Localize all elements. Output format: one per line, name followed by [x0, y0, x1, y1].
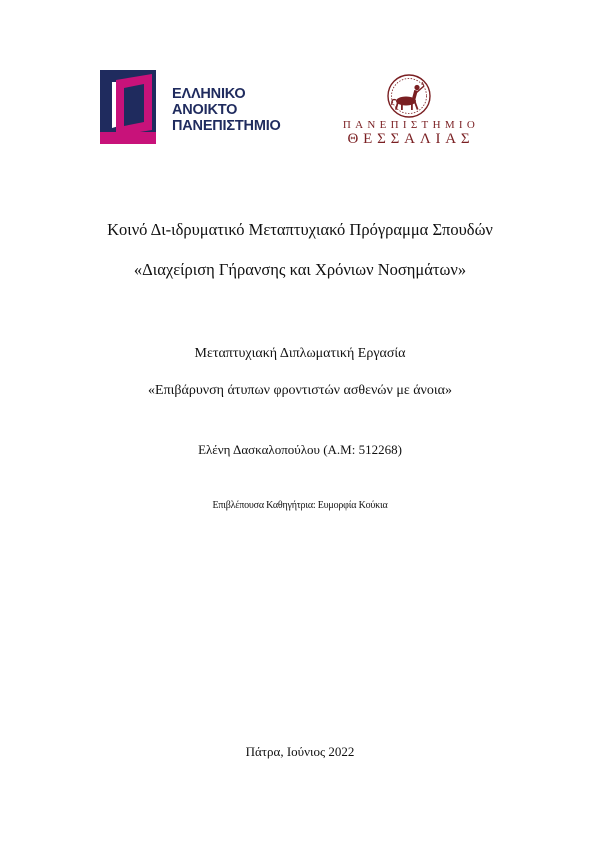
eap-name-line: ΑΝΟΙΚΤΟ: [172, 102, 238, 118]
author: Ελένη Δασκαλοπούλου (Α.Μ: 512268): [198, 442, 402, 457]
uth-name-line2: ΘΕΣΣΑΛΙΑΣ: [347, 131, 475, 147]
eap-name-line: ΕΛΛΗΝΙΚΟ: [172, 86, 246, 102]
eap-logo: [100, 70, 290, 144]
place-date: Πάτρα, Ιούνιος 2022: [245, 744, 355, 759]
program-title: Κοινό Δι-ιδρυματικό Μεταπτυχιακό Πρόγραμμα Σπουδών: [107, 220, 493, 239]
eap-name: [172, 86, 281, 134]
centaur-emblem-icon: [376, 72, 442, 120]
program-name: «Διαχείριση Γήρανσης και Χρόνιων Νοσημάτων»: [133, 260, 467, 279]
thesis-title: «Επιβάρυνση άτυπων φροντιστών ασθενών με άνοια»: [148, 383, 452, 398]
eap-emblem-icon: [100, 70, 162, 144]
eap-name-line: ΠΑΝΕΠΙΣΤΗΜΙΟ: [172, 118, 281, 134]
uth-logo: [318, 72, 504, 148]
thesis-type: Μεταπτυχιακή Διπλωματική Εργασία: [194, 346, 406, 361]
uth-name-line1: ΠΑΝΕΠΙΣΤΗΜΙΟ: [342, 119, 480, 131]
supervisor: Επιβλέπουσα Καθηγήτρια: Ευμορφία Κούκια: [212, 500, 388, 511]
